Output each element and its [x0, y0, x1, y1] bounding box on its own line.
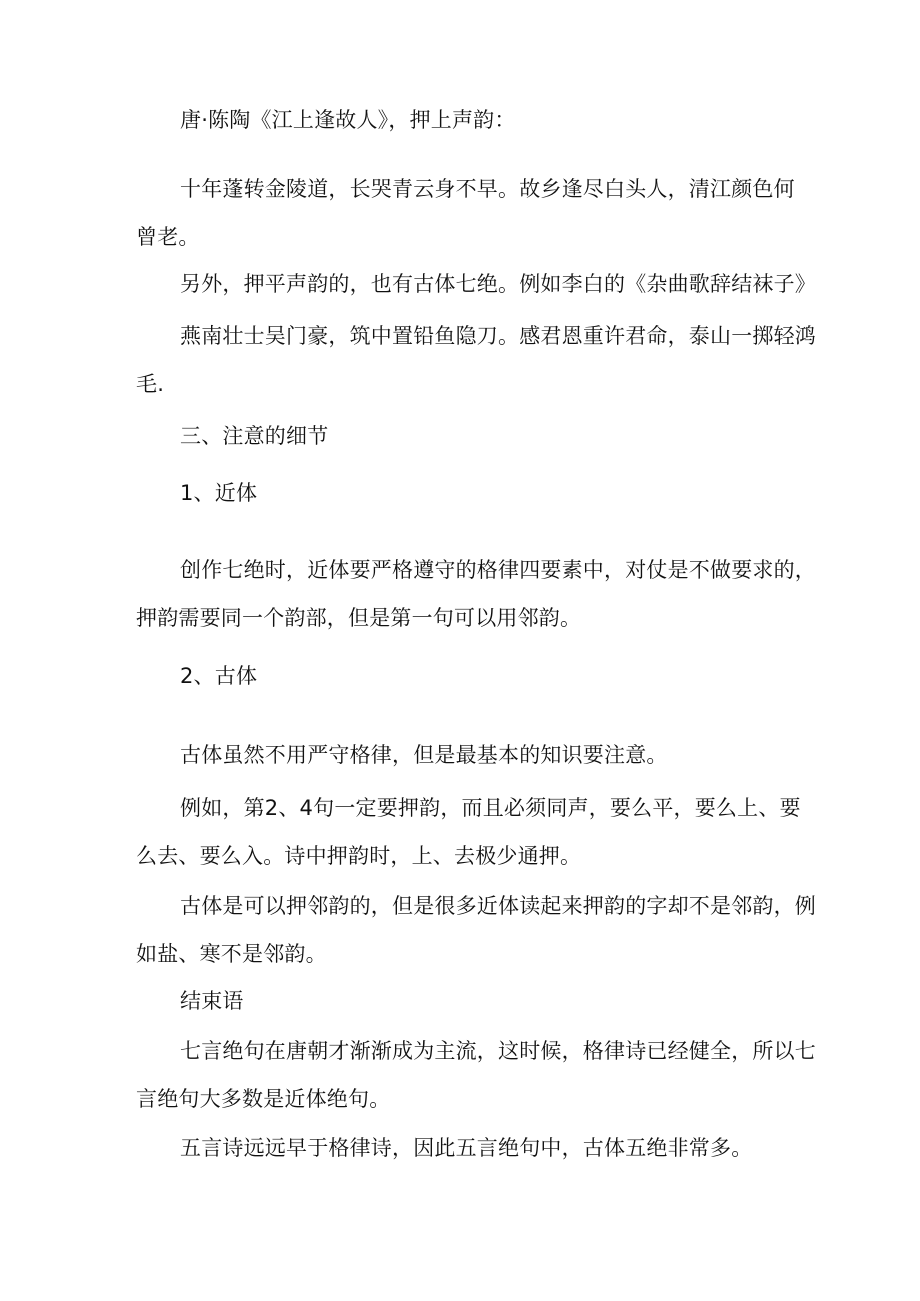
paragraph-other-example: 另外，押平声韵的，也有古体七绝。例如李白的《杂曲歌辞结袜子》 [180, 272, 816, 296]
paragraph-rhyme-line-2: 么去、要么入。诗中押韵时，上、去极少通押。 [136, 844, 582, 868]
subheading-ancient-style: 2、古体 [180, 664, 258, 688]
paragraph-adjacent-rhyme-line-1: 古体是可以押邻韵的，但是很多近体读起来押韵的字却不是邻韵，例 [180, 894, 816, 918]
paragraph-conclusion-line-1: 七言绝句在唐朝才渐渐成为主流，这时候，格律诗已经健全，所以七 [180, 1039, 816, 1063]
paragraph-modern-line-1: 创作七绝时，近体要严格遵守的格律四要素中，对仗是不做要求的， [180, 558, 816, 582]
paragraph-libai-line-2: 毛. [136, 372, 165, 396]
paragraph-poem-line-1: 十年蓬转金陵道，长哭青云身不早。故乡逢尽白头人，清江颜色何 [180, 177, 795, 201]
paragraph-modern-line-2: 押韵需要同一个韵部，但是第一句可以用邻韵。 [136, 606, 582, 630]
paragraph-adjacent-rhyme-line-2: 如盐、寒不是邻韵。 [136, 942, 327, 966]
paragraph-rhyme-line-1: 例如，第2、4句一定要押韵，而且必须同声，要么平，要么上、要 [180, 796, 801, 820]
section-heading-details: 三、注意的细节 [180, 424, 329, 448]
paragraph-ancient-basic: 古体虽然不用严守格律，但是最基本的知识要注意。 [180, 743, 668, 767]
subheading-modern-style: 1、近体 [180, 481, 258, 505]
section-heading-conclusion: 结束语 [180, 989, 244, 1013]
paragraph-conclusion-line-2: 言绝句大多数是近体绝句。 [136, 1087, 391, 1111]
paragraph-final-note: 五言诗远远早于格律诗，因此五言绝句中，古体五绝非常多。 [180, 1136, 753, 1160]
paragraph-libai-line-1: 燕南壮士吴门豪，筑中置铅鱼隐刀。感君恩重许君命，泰山一掷轻鸿 [180, 324, 816, 348]
paragraph-poem-line-2: 曾老。 [136, 225, 200, 249]
paragraph-poem-intro: 唐·陈陶《江上逢故人》，押上声韵： [180, 108, 516, 132]
